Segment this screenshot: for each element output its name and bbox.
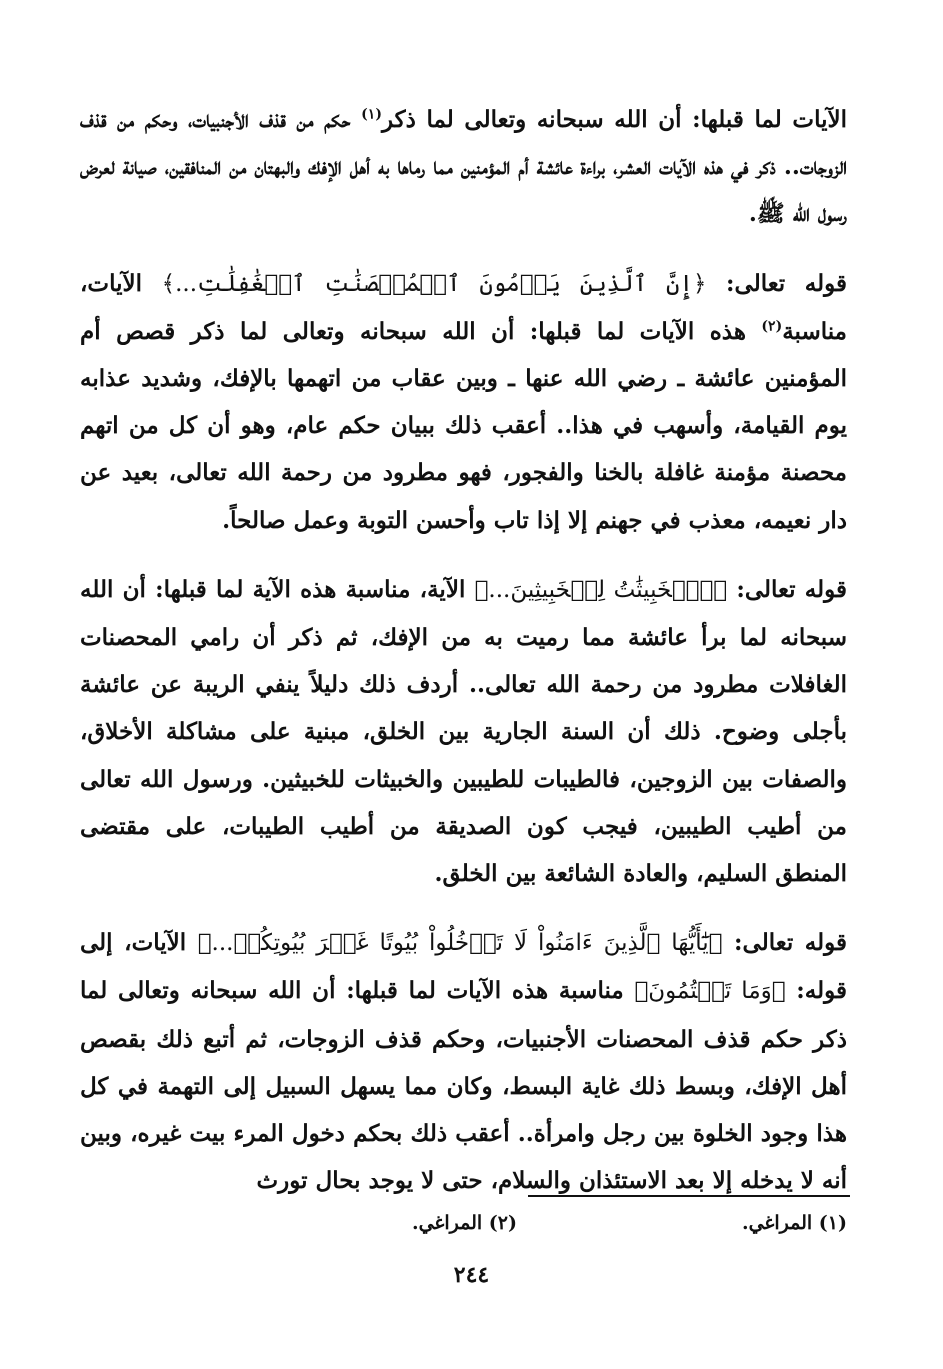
footnotes	[87, 1212, 847, 1246]
main-text	[80, 96, 847, 1226]
footnote-reference: (٢)	[761, 318, 783, 335]
quran-verse: ﴿ٱلۡخَبِيثَٰتُ لِلۡخَبِيثِينَ...﴾	[474, 576, 728, 603]
paragraph	[80, 96, 847, 238]
paragraph-text: مناسبة هذه الآيات لما قبلها: أن الله سبحانه وتعالى لما ذكر حكم قذف المحصنات الأجنبيات، وحكم قذف الزوجات، ثم أتبع ذلك بقصص أهل الإفك، وبسط ذلك غاية البسط، وكان مما يسهل السبيل إلى التهمة في كل هذا وجود الخلوة بين رجل وامرأة.. أعقب ذلك بحكم دخول المرء بيت غيره، وبين أنه لا يدخله إلا بعد الاستئذان والسلام، حتى لا يوجد بحال تورث	[80, 977, 847, 1195]
paragraph	[80, 260, 847, 544]
quran-verse: ﴿يَٰٓأَيُّهَا ٱلَّذِينَ ءَامَنُواْ لَا تَدۡخُلُواْ بُيُوتًا غَيۡرَ بُيُوتِكُمۡ...﴾	[197, 930, 723, 957]
paragraph-text: قوله تعالى:	[722, 929, 848, 957]
footnote-1: (١) المراغي.	[741, 1212, 847, 1234]
quran-verse: ﴿وَمَا تَكۡتُمُونَ﴾	[634, 978, 786, 1005]
paragraph-text: الآيات، مناسبة	[80, 269, 847, 345]
page-number: ٢٤٤	[453, 1262, 490, 1288]
paragraph-text: هذه الآيات لما قبلها: أن الله سبحانه وتعالى لما ذكر قصص أم المؤمنين عائشة ـ رضي الله عنها ـ وبين عقاب من اتهمها بالإفك، وشديد عذابه يوم القيامة، وأسهب في هذا.. أعقب ذلك ببيان حكم عام، وهو أن كل من اتهم محصنة مؤمنة غافلة بالخنا والفجور، فهو مطرود من رحمة الله تعالى، بعيد عن دار نعيمه، معذب في جهنم إلا إذا تاب وأحسن التوبة وعمل صالحاً.	[80, 317, 847, 534]
paragraph-text: قوله تعالى:	[706, 269, 848, 297]
paragraph-text: الآيات لما قبلها: أن الله سبحانه وتعالى لما ذكر	[381, 106, 847, 133]
footnote-reference: (١)	[361, 106, 382, 123]
paragraph	[80, 566, 847, 897]
quran-verse: ﴿إِنَّ ٱلَّذِينَ يَرۡمُونَ ٱلۡمُحۡصَنَٰتِ ٱلۡغَٰفِلَٰتِ...﴾	[161, 270, 707, 297]
paragraph-text: قوله تعالى:	[727, 575, 847, 603]
footnote-divider	[528, 1195, 850, 1197]
paragraph-text: الآيات، إلى قوله:	[80, 929, 847, 1005]
paragraph-text: حكم من قذف الأجنبيات، وحكم من قذف الزوجات.. ذكر في هذه الآيات العشر، براءة عائشة أم المؤمنين مما رماها به أهل الإفك والبهتان من المنافقين، صيانة لعرض رسول الله ﷺ.	[80, 106, 847, 228]
paragraph	[80, 919, 847, 1204]
paragraph-text: الآية، مناسبة هذه الآية لما قبلها: أن الله سبحانه لما برأ عائشة مما رميت به من الإفك، ثم ذكر أن رامي المحصنات الغافلات مطرود من رحمة الله تعالى.. أردف ذلك دليلاً ينفي الريبة عن عائشة بأجلى وضوح. ذلك أن السنة الجارية بين الخلق، مبنية على مشاكلة الأخلاق، والصفات بين الزوجين، فالطيبات للطيبين والخبيثات للخبيثين. ورسول الله تعالى من أطيب الطيبين، فيجب كون الصديقة من أطيب الطيبات، على مقتضى المنطق السليم، والعادة الشائعة بين الخلق.	[80, 575, 848, 888]
footnote-2: (٢) المراغي.	[411, 1212, 517, 1234]
